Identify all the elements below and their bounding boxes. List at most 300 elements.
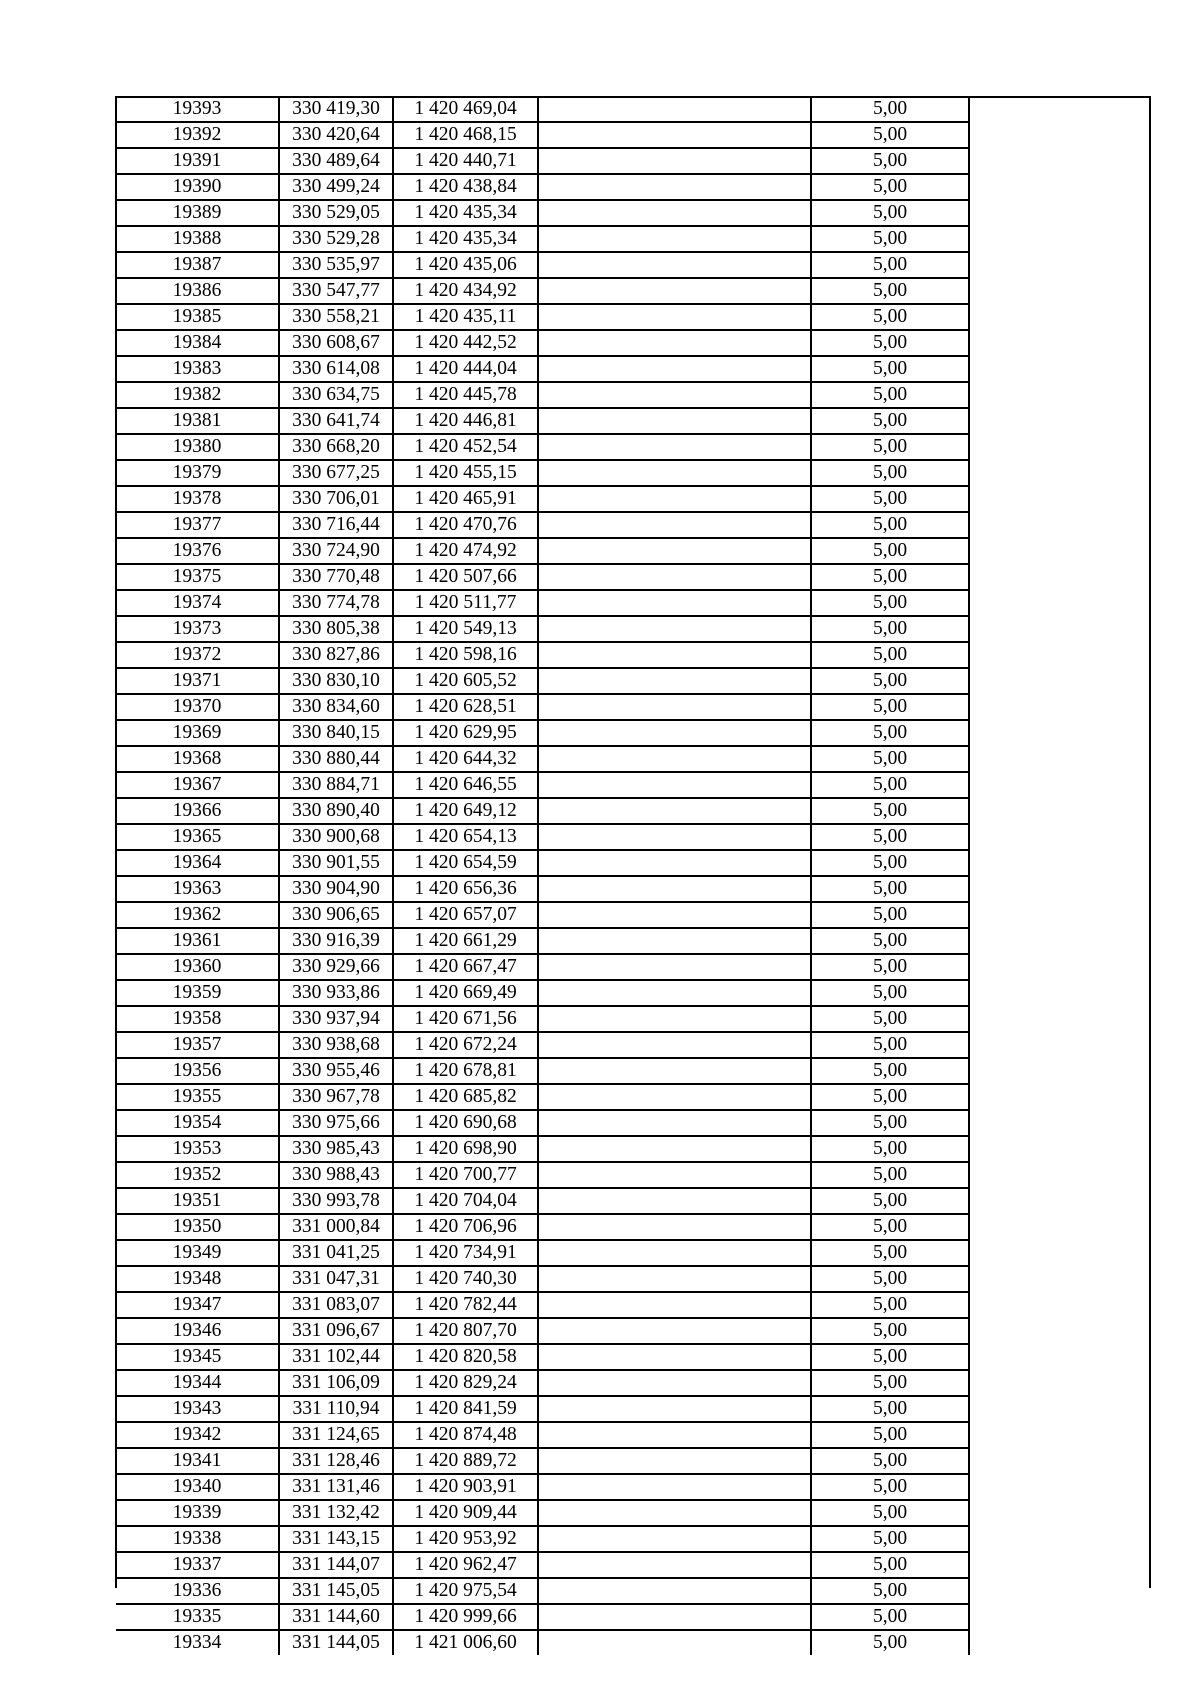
table-row bbox=[116, 408, 1151, 434]
accuracy-cell: 5,00 bbox=[811, 720, 969, 746]
accuracy-cell: 5,00 bbox=[811, 486, 969, 512]
empty-cell bbox=[538, 1370, 811, 1396]
empty-cell bbox=[969, 850, 1151, 876]
empty-cell bbox=[969, 1084, 1151, 1110]
empty-cell bbox=[969, 798, 1151, 824]
accuracy-cell: 5,00 bbox=[811, 1500, 969, 1526]
empty-cell bbox=[969, 382, 1151, 408]
y-coordinate-cell: 1 420 435,34 bbox=[393, 226, 538, 252]
accuracy-cell: 5,00 bbox=[811, 1474, 969, 1500]
empty-cell bbox=[969, 252, 1151, 278]
empty-cell bbox=[969, 1578, 1151, 1604]
accuracy-cell: 5,00 bbox=[811, 1006, 969, 1032]
accuracy-cell: 5,00 bbox=[811, 1136, 969, 1162]
empty-cell bbox=[969, 1526, 1151, 1552]
y-coordinate-cell: 1 420 700,77 bbox=[393, 1162, 538, 1188]
y-coordinate-cell: 1 420 678,81 bbox=[393, 1058, 538, 1084]
table-row bbox=[116, 1266, 1151, 1292]
point-number-cell: 19387 bbox=[116, 252, 279, 278]
empty-cell bbox=[538, 148, 811, 174]
x-coordinate-cell: 330 901,55 bbox=[279, 850, 393, 876]
empty-cell bbox=[969, 174, 1151, 200]
accuracy-cell: 5,00 bbox=[811, 1084, 969, 1110]
table-row bbox=[116, 876, 1151, 902]
empty-cell bbox=[969, 512, 1151, 538]
y-coordinate-cell: 1 421 006,60 bbox=[393, 1630, 538, 1655]
accuracy-cell: 5,00 bbox=[811, 564, 969, 590]
y-coordinate-cell: 1 420 706,96 bbox=[393, 1214, 538, 1240]
x-coordinate-cell: 330 988,43 bbox=[279, 1162, 393, 1188]
empty-cell bbox=[969, 434, 1151, 460]
empty-cell bbox=[538, 590, 811, 616]
empty-cell bbox=[969, 1344, 1151, 1370]
y-coordinate-cell: 1 420 605,52 bbox=[393, 668, 538, 694]
table-row bbox=[116, 564, 1151, 590]
empty-cell bbox=[538, 226, 811, 252]
table-row bbox=[116, 590, 1151, 616]
x-coordinate-cell: 330 993,78 bbox=[279, 1188, 393, 1214]
empty-cell bbox=[538, 1162, 811, 1188]
x-coordinate-cell: 330 770,48 bbox=[279, 564, 393, 590]
point-number-cell: 19351 bbox=[116, 1188, 279, 1214]
point-number-cell: 19374 bbox=[116, 590, 279, 616]
accuracy-cell: 5,00 bbox=[811, 122, 969, 148]
empty-cell bbox=[538, 200, 811, 226]
table-row bbox=[116, 772, 1151, 798]
table-row bbox=[116, 486, 1151, 512]
y-coordinate-cell: 1 420 829,24 bbox=[393, 1370, 538, 1396]
accuracy-cell: 5,00 bbox=[811, 1292, 969, 1318]
empty-cell bbox=[969, 356, 1151, 382]
point-number-cell: 19375 bbox=[116, 564, 279, 590]
table-row bbox=[116, 97, 1151, 122]
y-coordinate-cell: 1 420 903,91 bbox=[393, 1474, 538, 1500]
table-row bbox=[116, 1110, 1151, 1136]
table-row bbox=[116, 356, 1151, 382]
table-row bbox=[116, 1474, 1151, 1500]
table-row bbox=[116, 642, 1151, 668]
y-coordinate-cell: 1 420 549,13 bbox=[393, 616, 538, 642]
empty-cell bbox=[969, 616, 1151, 642]
y-coordinate-cell: 1 420 909,44 bbox=[393, 1500, 538, 1526]
point-number-cell: 19368 bbox=[116, 746, 279, 772]
empty-cell bbox=[538, 512, 811, 538]
table-row bbox=[116, 200, 1151, 226]
x-coordinate-cell: 330 929,66 bbox=[279, 954, 393, 980]
empty-cell bbox=[969, 694, 1151, 720]
x-coordinate-cell: 330 641,74 bbox=[279, 408, 393, 434]
y-coordinate-cell: 1 420 446,81 bbox=[393, 408, 538, 434]
y-coordinate-cell: 1 420 629,95 bbox=[393, 720, 538, 746]
y-coordinate-cell: 1 420 656,36 bbox=[393, 876, 538, 902]
y-coordinate-cell: 1 420 962,47 bbox=[393, 1552, 538, 1578]
y-coordinate-cell: 1 420 740,30 bbox=[393, 1266, 538, 1292]
empty-cell bbox=[538, 122, 811, 148]
point-number-cell: 19393 bbox=[116, 97, 279, 122]
empty-cell bbox=[538, 434, 811, 460]
y-coordinate-cell: 1 420 440,71 bbox=[393, 148, 538, 174]
point-number-cell: 19367 bbox=[116, 772, 279, 798]
empty-cell bbox=[538, 1630, 811, 1655]
point-number-cell: 19334 bbox=[116, 1630, 279, 1655]
x-coordinate-cell: 330 608,67 bbox=[279, 330, 393, 356]
accuracy-cell: 5,00 bbox=[811, 1266, 969, 1292]
x-coordinate-cell: 331 083,07 bbox=[279, 1292, 393, 1318]
accuracy-cell: 5,00 bbox=[811, 772, 969, 798]
empty-cell bbox=[538, 720, 811, 746]
y-coordinate-cell: 1 420 704,04 bbox=[393, 1188, 538, 1214]
point-number-cell: 19378 bbox=[116, 486, 279, 512]
y-coordinate-cell: 1 420 435,11 bbox=[393, 304, 538, 330]
empty-cell bbox=[969, 1604, 1151, 1630]
x-coordinate-cell: 330 955,46 bbox=[279, 1058, 393, 1084]
empty-cell bbox=[969, 824, 1151, 850]
empty-cell bbox=[538, 1552, 811, 1578]
empty-cell bbox=[969, 902, 1151, 928]
accuracy-cell: 5,00 bbox=[811, 1526, 969, 1552]
table-row bbox=[116, 538, 1151, 564]
empty-cell bbox=[538, 1448, 811, 1474]
table-row bbox=[116, 278, 1151, 304]
accuracy-cell: 5,00 bbox=[811, 1578, 969, 1604]
y-coordinate-cell: 1 420 649,12 bbox=[393, 798, 538, 824]
y-coordinate-cell: 1 420 820,58 bbox=[393, 1344, 538, 1370]
empty-cell bbox=[969, 1032, 1151, 1058]
empty-cell bbox=[538, 252, 811, 278]
accuracy-cell: 5,00 bbox=[811, 668, 969, 694]
x-coordinate-cell: 330 904,90 bbox=[279, 876, 393, 902]
table-row bbox=[116, 902, 1151, 928]
empty-cell bbox=[538, 902, 811, 928]
x-coordinate-cell: 330 827,86 bbox=[279, 642, 393, 668]
y-coordinate-cell: 1 420 469,04 bbox=[393, 97, 538, 122]
point-number-cell: 19392 bbox=[116, 122, 279, 148]
table-row bbox=[116, 1604, 1151, 1630]
x-coordinate-cell: 330 890,40 bbox=[279, 798, 393, 824]
x-coordinate-cell: 330 937,94 bbox=[279, 1006, 393, 1032]
empty-cell bbox=[969, 330, 1151, 356]
y-coordinate-cell: 1 420 465,91 bbox=[393, 486, 538, 512]
point-number-cell: 19377 bbox=[116, 512, 279, 538]
point-number-cell: 19372 bbox=[116, 642, 279, 668]
table-row bbox=[116, 1526, 1151, 1552]
point-number-cell: 19338 bbox=[116, 1526, 279, 1552]
x-coordinate-cell: 330 805,38 bbox=[279, 616, 393, 642]
empty-cell bbox=[969, 1422, 1151, 1448]
point-number-cell: 19386 bbox=[116, 278, 279, 304]
empty-cell bbox=[969, 1240, 1151, 1266]
point-number-cell: 19389 bbox=[116, 200, 279, 226]
empty-cell bbox=[969, 954, 1151, 980]
point-number-cell: 19343 bbox=[116, 1396, 279, 1422]
point-number-cell: 19382 bbox=[116, 382, 279, 408]
accuracy-cell: 5,00 bbox=[811, 1370, 969, 1396]
y-coordinate-cell: 1 420 672,24 bbox=[393, 1032, 538, 1058]
x-coordinate-cell: 330 975,66 bbox=[279, 1110, 393, 1136]
table-row bbox=[116, 304, 1151, 330]
accuracy-cell: 5,00 bbox=[811, 1110, 969, 1136]
empty-cell bbox=[538, 278, 811, 304]
point-number-cell: 19363 bbox=[116, 876, 279, 902]
y-coordinate-cell: 1 420 690,68 bbox=[393, 1110, 538, 1136]
table-row bbox=[116, 174, 1151, 200]
accuracy-cell: 5,00 bbox=[811, 902, 969, 928]
empty-cell bbox=[969, 772, 1151, 798]
point-number-cell: 19357 bbox=[116, 1032, 279, 1058]
empty-cell bbox=[538, 1344, 811, 1370]
x-coordinate-cell: 330 529,05 bbox=[279, 200, 393, 226]
accuracy-cell: 5,00 bbox=[811, 1162, 969, 1188]
x-coordinate-cell: 331 144,05 bbox=[279, 1630, 393, 1655]
accuracy-cell: 5,00 bbox=[811, 954, 969, 980]
empty-cell bbox=[538, 330, 811, 356]
accuracy-cell: 5,00 bbox=[811, 850, 969, 876]
empty-cell bbox=[538, 486, 811, 512]
accuracy-cell: 5,00 bbox=[811, 1344, 969, 1370]
point-number-cell: 19355 bbox=[116, 1084, 279, 1110]
accuracy-cell: 5,00 bbox=[811, 252, 969, 278]
empty-cell bbox=[969, 408, 1151, 434]
empty-cell bbox=[969, 1214, 1151, 1240]
y-coordinate-cell: 1 420 438,84 bbox=[393, 174, 538, 200]
y-coordinate-cell: 1 420 782,44 bbox=[393, 1292, 538, 1318]
y-coordinate-cell: 1 420 511,77 bbox=[393, 590, 538, 616]
table-row bbox=[116, 1032, 1151, 1058]
accuracy-cell: 5,00 bbox=[811, 434, 969, 460]
empty-cell bbox=[538, 1110, 811, 1136]
empty-cell bbox=[969, 1136, 1151, 1162]
y-coordinate-cell: 1 420 644,32 bbox=[393, 746, 538, 772]
accuracy-cell: 5,00 bbox=[811, 512, 969, 538]
x-coordinate-cell: 331 131,46 bbox=[279, 1474, 393, 1500]
x-coordinate-cell: 331 041,25 bbox=[279, 1240, 393, 1266]
empty-cell bbox=[538, 1526, 811, 1552]
x-coordinate-cell: 331 144,60 bbox=[279, 1604, 393, 1630]
accuracy-cell: 5,00 bbox=[811, 1058, 969, 1084]
x-coordinate-cell: 330 967,78 bbox=[279, 1084, 393, 1110]
accuracy-cell: 5,00 bbox=[811, 980, 969, 1006]
empty-cell bbox=[538, 980, 811, 1006]
table-row bbox=[116, 1136, 1151, 1162]
empty-cell bbox=[969, 1162, 1151, 1188]
accuracy-cell: 5,00 bbox=[811, 1448, 969, 1474]
empty-cell bbox=[969, 720, 1151, 746]
y-coordinate-cell: 1 420 953,92 bbox=[393, 1526, 538, 1552]
empty-cell bbox=[538, 798, 811, 824]
accuracy-cell: 5,00 bbox=[811, 876, 969, 902]
empty-cell bbox=[969, 1110, 1151, 1136]
y-coordinate-cell: 1 420 442,52 bbox=[393, 330, 538, 356]
point-number-cell: 19359 bbox=[116, 980, 279, 1006]
empty-cell bbox=[538, 460, 811, 486]
x-coordinate-cell: 330 938,68 bbox=[279, 1032, 393, 1058]
table-row bbox=[116, 1292, 1151, 1318]
x-coordinate-cell: 331 143,15 bbox=[279, 1526, 393, 1552]
point-number-cell: 19353 bbox=[116, 1136, 279, 1162]
x-coordinate-cell: 330 634,75 bbox=[279, 382, 393, 408]
x-coordinate-cell: 330 614,08 bbox=[279, 356, 393, 382]
empty-cell bbox=[969, 304, 1151, 330]
x-coordinate-cell: 331 106,09 bbox=[279, 1370, 393, 1396]
table-row bbox=[116, 382, 1151, 408]
empty-cell bbox=[538, 1292, 811, 1318]
point-number-cell: 19335 bbox=[116, 1604, 279, 1630]
empty-cell bbox=[969, 564, 1151, 590]
point-number-cell: 19337 bbox=[116, 1552, 279, 1578]
table-row bbox=[116, 1552, 1151, 1578]
x-coordinate-cell: 330 677,25 bbox=[279, 460, 393, 486]
point-number-cell: 19364 bbox=[116, 850, 279, 876]
empty-cell bbox=[538, 174, 811, 200]
point-number-cell: 19379 bbox=[116, 460, 279, 486]
y-coordinate-cell: 1 420 444,04 bbox=[393, 356, 538, 382]
point-number-cell: 19370 bbox=[116, 694, 279, 720]
empty-cell bbox=[538, 1604, 811, 1630]
x-coordinate-cell: 331 047,31 bbox=[279, 1266, 393, 1292]
empty-cell bbox=[538, 1006, 811, 1032]
x-coordinate-cell: 331 144,07 bbox=[279, 1552, 393, 1578]
accuracy-cell: 5,00 bbox=[811, 1422, 969, 1448]
empty-cell bbox=[538, 1422, 811, 1448]
y-coordinate-cell: 1 420 734,91 bbox=[393, 1240, 538, 1266]
x-coordinate-cell: 331 124,65 bbox=[279, 1422, 393, 1448]
table-row bbox=[116, 798, 1151, 824]
point-number-cell: 19341 bbox=[116, 1448, 279, 1474]
empty-cell bbox=[538, 1578, 811, 1604]
y-coordinate-cell: 1 420 669,49 bbox=[393, 980, 538, 1006]
table-row bbox=[116, 668, 1151, 694]
point-number-cell: 19365 bbox=[116, 824, 279, 850]
empty-cell bbox=[538, 1474, 811, 1500]
x-coordinate-cell: 331 096,67 bbox=[279, 1318, 393, 1344]
empty-cell bbox=[538, 1058, 811, 1084]
x-coordinate-cell: 330 900,68 bbox=[279, 824, 393, 850]
point-number-cell: 19339 bbox=[116, 1500, 279, 1526]
table-row bbox=[116, 1006, 1151, 1032]
y-coordinate-cell: 1 420 507,66 bbox=[393, 564, 538, 590]
table-row bbox=[116, 928, 1151, 954]
empty-cell bbox=[538, 1318, 811, 1344]
x-coordinate-cell: 330 840,15 bbox=[279, 720, 393, 746]
table-row bbox=[116, 1240, 1151, 1266]
point-number-cell: 19346 bbox=[116, 1318, 279, 1344]
empty-cell bbox=[538, 356, 811, 382]
empty-cell bbox=[969, 590, 1151, 616]
point-number-cell: 19360 bbox=[116, 954, 279, 980]
empty-cell bbox=[969, 460, 1151, 486]
empty-cell bbox=[538, 538, 811, 564]
y-coordinate-cell: 1 420 698,90 bbox=[393, 1136, 538, 1162]
empty-cell bbox=[969, 668, 1151, 694]
y-coordinate-cell: 1 420 598,16 bbox=[393, 642, 538, 668]
y-coordinate-cell: 1 420 999,66 bbox=[393, 1604, 538, 1630]
point-number-cell: 19349 bbox=[116, 1240, 279, 1266]
accuracy-cell: 5,00 bbox=[811, 616, 969, 642]
point-number-cell: 19388 bbox=[116, 226, 279, 252]
accuracy-cell: 5,00 bbox=[811, 278, 969, 304]
empty-cell bbox=[969, 122, 1151, 148]
x-coordinate-cell: 330 933,86 bbox=[279, 980, 393, 1006]
accuracy-cell: 5,00 bbox=[811, 798, 969, 824]
empty-cell bbox=[538, 954, 811, 980]
table-row bbox=[116, 720, 1151, 746]
table-row bbox=[116, 330, 1151, 356]
accuracy-cell: 5,00 bbox=[811, 330, 969, 356]
x-coordinate-cell: 330 830,10 bbox=[279, 668, 393, 694]
empty-cell bbox=[538, 1500, 811, 1526]
x-coordinate-cell: 330 529,28 bbox=[279, 226, 393, 252]
y-coordinate-cell: 1 420 975,54 bbox=[393, 1578, 538, 1604]
x-coordinate-cell: 330 558,21 bbox=[279, 304, 393, 330]
empty-cell bbox=[538, 1188, 811, 1214]
x-coordinate-cell: 330 774,78 bbox=[279, 590, 393, 616]
empty-cell bbox=[969, 148, 1151, 174]
empty-cell bbox=[969, 1058, 1151, 1084]
empty-cell bbox=[969, 278, 1151, 304]
empty-cell bbox=[538, 694, 811, 720]
table-row bbox=[116, 434, 1151, 460]
y-coordinate-cell: 1 420 654,13 bbox=[393, 824, 538, 850]
table-row bbox=[116, 1370, 1151, 1396]
accuracy-cell: 5,00 bbox=[811, 382, 969, 408]
empty-cell bbox=[969, 538, 1151, 564]
accuracy-cell: 5,00 bbox=[811, 460, 969, 486]
coordinates-table-body bbox=[116, 97, 1151, 1655]
y-coordinate-cell: 1 420 667,47 bbox=[393, 954, 538, 980]
table-row bbox=[116, 824, 1151, 850]
accuracy-cell: 5,00 bbox=[811, 174, 969, 200]
x-coordinate-cell: 330 489,64 bbox=[279, 148, 393, 174]
x-coordinate-cell: 330 706,01 bbox=[279, 486, 393, 512]
empty-cell bbox=[538, 1214, 811, 1240]
x-coordinate-cell: 330 716,44 bbox=[279, 512, 393, 538]
accuracy-cell: 5,00 bbox=[811, 1604, 969, 1630]
x-coordinate-cell: 330 985,43 bbox=[279, 1136, 393, 1162]
point-number-cell: 19352 bbox=[116, 1162, 279, 1188]
x-coordinate-cell: 330 834,60 bbox=[279, 694, 393, 720]
empty-cell bbox=[538, 928, 811, 954]
empty-cell bbox=[969, 1474, 1151, 1500]
empty-cell bbox=[538, 772, 811, 798]
y-coordinate-cell: 1 420 685,82 bbox=[393, 1084, 538, 1110]
x-coordinate-cell: 331 102,44 bbox=[279, 1344, 393, 1370]
empty-cell bbox=[969, 1188, 1151, 1214]
point-number-cell: 19391 bbox=[116, 148, 279, 174]
accuracy-cell: 5,00 bbox=[811, 408, 969, 434]
empty-cell bbox=[538, 1136, 811, 1162]
table-row bbox=[116, 1396, 1151, 1422]
accuracy-cell: 5,00 bbox=[811, 226, 969, 252]
empty-cell bbox=[969, 876, 1151, 902]
empty-cell bbox=[969, 928, 1151, 954]
y-coordinate-cell: 1 420 841,59 bbox=[393, 1396, 538, 1422]
y-coordinate-cell: 1 420 455,15 bbox=[393, 460, 538, 486]
accuracy-cell: 5,00 bbox=[811, 538, 969, 564]
x-coordinate-cell: 330 547,77 bbox=[279, 278, 393, 304]
table-row bbox=[116, 616, 1151, 642]
accuracy-cell: 5,00 bbox=[811, 1396, 969, 1422]
point-number-cell: 19376 bbox=[116, 538, 279, 564]
empty-cell bbox=[538, 1266, 811, 1292]
table-row bbox=[116, 226, 1151, 252]
empty-cell bbox=[538, 382, 811, 408]
table-row bbox=[116, 1500, 1151, 1526]
table-row bbox=[116, 122, 1151, 148]
empty-cell bbox=[969, 486, 1151, 512]
x-coordinate-cell: 331 145,05 bbox=[279, 1578, 393, 1604]
empty-cell bbox=[969, 1266, 1151, 1292]
x-coordinate-cell: 330 916,39 bbox=[279, 928, 393, 954]
